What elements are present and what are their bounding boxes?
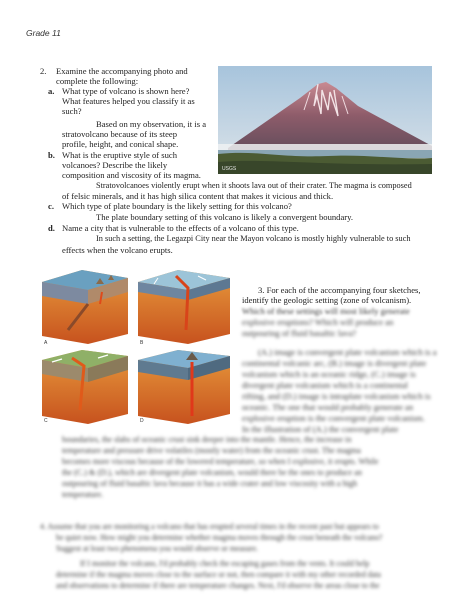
q2b-answer-line1: Stratovolcanoes violently erupt when it shoots lava out of their crater. The magma is composed: [96, 181, 412, 190]
sketch-d-label: D: [140, 418, 144, 424]
q4-line1: 4. Assume that you are monitoring a volcano that has erupted several times in the recent past but appears to: [40, 522, 379, 531]
q3-answer-full-line5: outpouring of fluid basaltic lava because it has a wide crater and low viscosity with a high: [62, 479, 358, 488]
q2a-answer-line3: profile, height, and conical shape.: [62, 139, 179, 149]
q2a-answer-line2: stratovolcano because of its steep: [62, 129, 178, 139]
q4-answer-line2: determine if the magma moves close to the surface or not, then compare it with my other recorded data: [56, 570, 381, 579]
q2c-question: Which type of plate boundary is the likely setting for this volcano?: [62, 201, 292, 211]
tectonic-sketches: [38, 270, 234, 424]
q2d-question: Name a city that is vulnerable to the effects of a volcano of this type.: [62, 223, 299, 233]
q3-answer-line5: rifting, and (D.) image is intraplate volcanism which is: [242, 391, 431, 401]
sketch-a: [42, 270, 128, 346]
volcano-photo: [218, 66, 432, 174]
q3-answer-full-line6: temperature.: [62, 490, 104, 499]
q3-answer-full-line2: temperature and pressure drive volatiles (mostly water) from the oceanic crust. The magma: [62, 446, 361, 455]
q4-line3: Suggest at least two phenomena you would observe or measure.: [56, 544, 259, 553]
q2b-label: b.: [48, 150, 55, 160]
q2a-label: a.: [48, 86, 55, 96]
q4-line2: be quiet now. How might you determine whether magma moves through the crust beneath the volcano?: [56, 533, 383, 542]
q2b-question-line1: What is the eruptive style of such: [62, 150, 178, 160]
q2-intro-line2: complete the following:: [56, 76, 139, 86]
page-header-grade: Grade 11: [26, 28, 61, 38]
q3-answer-line2: continental volcanic arc, (B.) image is divergent plate: [242, 358, 427, 368]
q3-line4: explosive eruptions? Which will produce an: [242, 317, 394, 327]
q3-answer-full-line4: the (C.) & (D.), which are divergent plate volcanism, would there be the ones to produce an: [62, 468, 362, 477]
sketch-c: [42, 350, 128, 424]
q2d-answer-line1: In such a setting, the Legazpi City near the Mayon volcano is mostly highly vulnerable to such: [96, 234, 411, 243]
q2-intro-line1: Examine the accompanying photo and: [56, 66, 188, 76]
q2b-question-line3: composition and viscosity of its magma.: [62, 170, 201, 180]
q2-number: 2.: [40, 66, 47, 76]
q2b-answer-line2: of felsic minerals, and it has high silica content that makes it vicious and thick.: [62, 191, 334, 201]
q2a-question-line3: such?: [62, 106, 82, 116]
q3-answer-full-line3: becomes more viscous because of the lowered temperature, so when I explosive, it erupts. While: [62, 457, 379, 466]
photo-credit: USGS: [222, 166, 237, 172]
sketch-b-label: B: [140, 340, 144, 346]
q3-line1: 3. For each of the accompanying four sketches,: [258, 285, 421, 295]
sketch-a-label: A: [44, 340, 48, 346]
q3-answer-line3: volcanism which is an oceanic ridge, (C.) image is: [242, 369, 416, 379]
q4-answer-line1: If I monitor the volcano, I'd probably check the escaping gases from the vents. It could help: [80, 559, 370, 568]
q3-answer-line6: oceanic. The one that would probably generate an: [242, 402, 414, 412]
q3-answer-line4: divergent plate volcanism which is a continental: [242, 380, 408, 390]
q2a-question-line2: What features helped you classify it as: [62, 96, 195, 106]
q2c-answer: The plate boundary setting of this volcano is likely a convergent boundary.: [96, 212, 354, 222]
q3-answer-line7: explosive eruption is the convergent plate volcanism.: [242, 413, 425, 423]
q3-answer-full-line1: boundaries, the slabs of oceanic crust sink deeper into the mantle. Hence, the increase in: [62, 435, 352, 444]
q2a-answer-line1: Based on my observation, it is a: [96, 119, 207, 129]
q2d-answer-line2: effects when the volcano erupts.: [62, 245, 173, 255]
q3-answer-line8: In the illustration of (A.) the convergent plate: [242, 424, 399, 434]
q2c-label: c.: [48, 201, 54, 211]
sketch-d: [138, 350, 230, 424]
q3-answer-line1: (A.) image is convergent plate volcanism which is a: [258, 347, 437, 357]
q4-answer-line3: and observations to determine if there are temperature changes. Next, I'd observe the areas close to the: [56, 581, 380, 590]
q3-line3: Which of these settings will most likely generate: [242, 306, 410, 316]
sketch-b: [138, 270, 230, 346]
q2a-question-line1: What type of volcano is shown here?: [62, 86, 190, 96]
q2d-label: d.: [48, 223, 55, 233]
sketch-c-label: C: [44, 418, 48, 424]
q3-line2: identify the geologic setting (zone of volcanism).: [242, 295, 412, 305]
q2b-question-line2: volcanoes? Describe the likely: [62, 160, 168, 170]
q3-line5: outpouring of fluid basaltic lava?: [242, 328, 357, 338]
